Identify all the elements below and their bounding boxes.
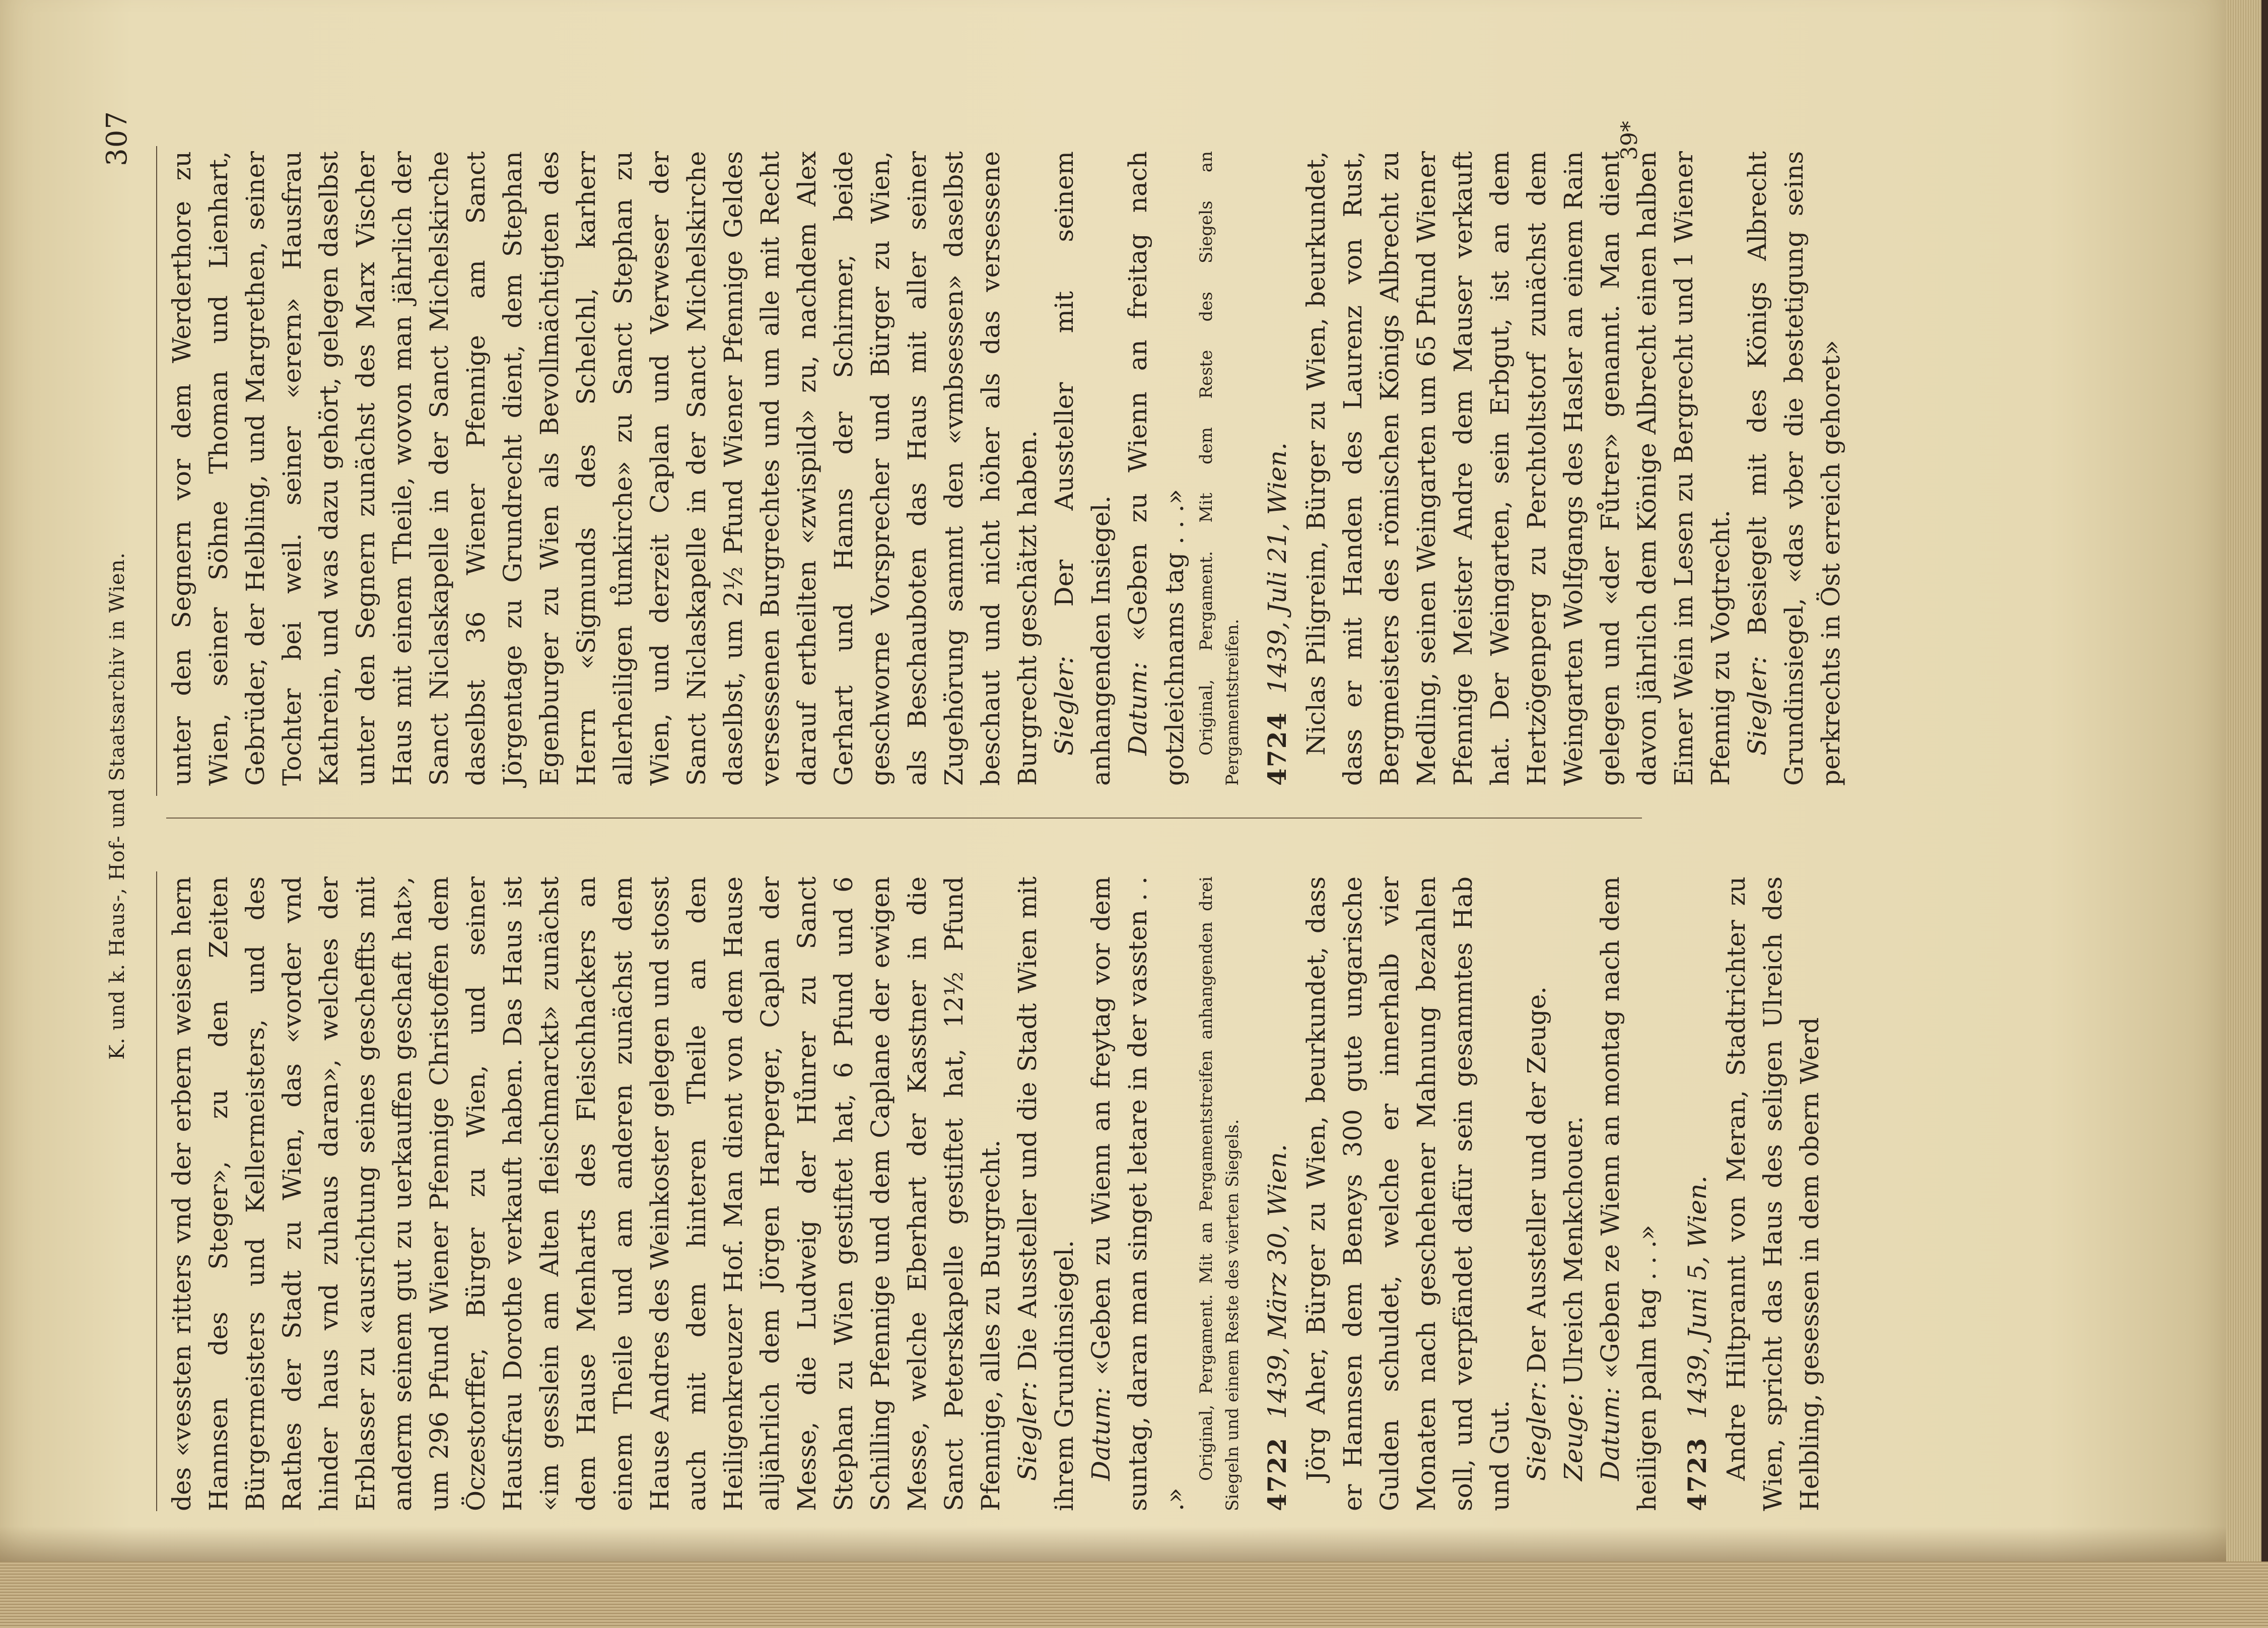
left-note: Original, Pergament. Mit an Pergamentstreifen anhangenden drei Siegeln und einem Reste des vierten Siegels. — [1196, 876, 1243, 1511]
right-note: Original, Pergament. Mit dem Reste des Siegels an Pergamentstreifen. — [1196, 151, 1243, 786]
datum-text: «Geben ze Wienn an montag nach dem heiligen palm tag . . .» — [1596, 876, 1662, 1511]
header-rule-left — [156, 871, 157, 1511]
siegler-label: Siegler: — [1522, 1381, 1551, 1481]
entry-4723-heading — [1679, 876, 1716, 1511]
entry-4722-datum — [1592, 876, 1666, 1511]
entry-date: 1439, Juni 5, Wien. — [1683, 1175, 1712, 1419]
datum-text: «Geben zu Wienn an freytag vor dem suntag, daran man singet letare in der vassten . . .» — [1086, 876, 1189, 1511]
siegler-label: Siegler: — [1743, 655, 1772, 756]
siegler-text: Die Aussteller und die Stadt Wien mit ihrem Grundinsiegel. — [1013, 876, 1079, 1511]
entry-4722-text: Jörg Aher, Bürger zu Wien, beurkundet, dass er Hannsen dem Beneys 300 gute ungarische Gulden schuldet, welche er innerhalb vier Monaten nach geschehener Mahnung bezahlen soll, und verpfändet dafür sein gesammtes Hab und Gut. — [1301, 876, 1515, 1511]
rotated-page-content — [101, 101, 2115, 1511]
left-siegler — [1009, 876, 1083, 1511]
header-rule-right — [156, 146, 157, 796]
entry-4722-siegler — [1519, 876, 1555, 1511]
entry-date: 1439, Juli 21, Wien. — [1263, 442, 1292, 694]
left-paragraph-1: des «vessten ritters vnd der erbern weisen hern Hannsen des Steger», zu den Zeiten Bürgermeisters und Kellermeisters, und des Rathes der Stadt zu Wien, das «vorder vnd hinder haus vnd zuhaus daran», welches der Erblasser zu «ausrichtung seines gescheffts mit anderm seinem gut zu uerkauffen geschaft hat», um 296 Pfund Wiener Pfennige Christoffen dem Öczestorffer, Bürger zu Wien, und seiner Hausfrau Dorothe verkauft haben. Das Haus ist «im gesslein am Alten fleischmarckt» zunächst dem Hause Menharts des Fleischhackers an einem Theile und am anderen zunächst dem Hause Andres des Weinkoster gelegen und stosst auch mit dem hinteren Theile an den Heiligenkreuzer Hof. Man dient von dem Hause alljährlich dem Jörgen Harperger, Caplan der Messe, die Ludweig der Hůnrer zu Sanct Stephan zu Wien gestiftet hat, 6 Pfund und 6 Schilling Pfennige und dem Caplane der ewigen Messe, welche Eberhart der Kasstner in die Sanct Peterskapelle gestiftet hat, 12½ Pfund Pfennige, alles zu Burgrecht. — [167, 876, 1005, 1511]
page-number: 307 — [101, 111, 133, 166]
datum-label: Datum: — [1086, 1387, 1116, 1481]
right-datum — [1120, 151, 1193, 786]
page-edge — [2226, 0, 2261, 1628]
entry-number: 4724 — [1262, 711, 1292, 786]
siegler-text: Der Aussteller mit seinem anhangenden Insiegel. — [1050, 151, 1116, 786]
entry-number: 4722 — [1262, 1437, 1292, 1511]
right-siegler — [1046, 151, 1120, 786]
siegler-label: Siegler: — [1013, 1381, 1042, 1481]
column-divider — [166, 818, 1642, 819]
datum-label: Datum: — [1596, 1387, 1625, 1481]
left-column — [164, 876, 1828, 1511]
signature-mark: 39* — [1617, 121, 1642, 160]
datum-text: «Geben zu Wienn an freitag nach gotzleichnams tag . . .» — [1123, 151, 1189, 786]
zeuge-label: Zeuge: — [1559, 1393, 1588, 1481]
entry-4724-heading — [1259, 151, 1296, 786]
entry-number: 4723 — [1682, 1437, 1712, 1511]
siegler-text: Der Aussteller und der Zeuge. — [1522, 986, 1551, 1373]
entry-4722-zeuge — [1555, 876, 1592, 1511]
datum-label: Datum: — [1123, 661, 1152, 756]
running-header — [101, 101, 141, 1511]
entry-4724-siegler — [1739, 151, 1849, 786]
page-stack-edge — [0, 1562, 2268, 1628]
entry-4724-text: Niclas Piligreim, Bürger zu Wien, beurkundet, dass er mit Handen des Laurenz von Rust, Bergmeisters des römischen Königs Albrecht zu Medling, seinen Weingarten um 65 Pfund Wiener Pfennige Meister Andre dem Mauser verkauft hat. Der Weingarten, sein Erbgut, ist an dem Hertzögenperg zu Perchtoltstorf zunächst dem Weingarten Wolfgangs des Hasler an einem Rain gelegen und «der Fůtrer» genannt. Man dient davon jährlich dem Könige Albrecht einen halben Eimer Wein im Lesen zu Bergrecht und 1 Wiener Pfennig zu Vogtrecht. — [1301, 151, 1735, 786]
siegler-text: Besiegelt mit des Königs Albrecht Grundinsiegel, «das vber die bestetigung seins perkrechts in Öst erreich gehoret» — [1743, 151, 1845, 786]
right-paragraph-1: unter den Segnern vor dem Werderthore zu Wien, seiner Söhne Thoman und Lienhart, Gebrüder, der Helbling, und Margrethen, seiner Tochter bei weil. seiner «erern» Hausfrau Kathrein, und was dazu gehört, gelegen daselbst unter den Segnern zunächst des Marx Vischer Haus mit einem Theile, wovon man jährlich der Sanct Niclaskapelle in der Sanct Michelskirche daselbst 36 Wiener Pfennige am Sanct Jörgentage zu Grundrecht dient, dem Stephan Egenburger zu Wien als Bevollmächtigten des Herrn «Sigmunds des Schelchl, karherr allerheiligen tůmkirche» zu Sanct Stephan zu Wien, und derzeit Caplan und Verweser der Sanct Niclaskapelle in der Sanct Michelskirche daselbst, um 2½ Pfund Wiener Pfennige Geldes versessenen Burgrechtes und um alle mit Recht darauf ertheilten «zwispild» zu, nachdem Alex Gerhart und Hanns der Schirmer, beide geschworne Vorsprecher und Bürger zu Wien, als Beschauboten das Haus mit aller seiner Zugehörung sammt den «vmbsessen» daselbst beschaut und nicht höher als das versessene Burgrecht geschätzt haben. — [167, 151, 1042, 786]
entry-date: 1439, März 30, Wien. — [1263, 1144, 1292, 1419]
entry-4722-heading — [1259, 876, 1296, 1511]
right-column — [164, 151, 1849, 786]
entry-4723-text: Andre Hiltprannt von Meran, Stadtrichter zu Wien, spricht das Haus des seligen Ulreich des Helbling, gesessen in dem obern Werd — [1722, 876, 1824, 1511]
siegler-label: Siegler: — [1050, 655, 1079, 756]
zeuge-text: Ulreich Menkchouer. — [1559, 1116, 1588, 1385]
header-title: K. und k. Haus-, Hof- und Staatsarchiv in Wien. — [106, 552, 129, 1060]
left-datum — [1083, 876, 1193, 1511]
